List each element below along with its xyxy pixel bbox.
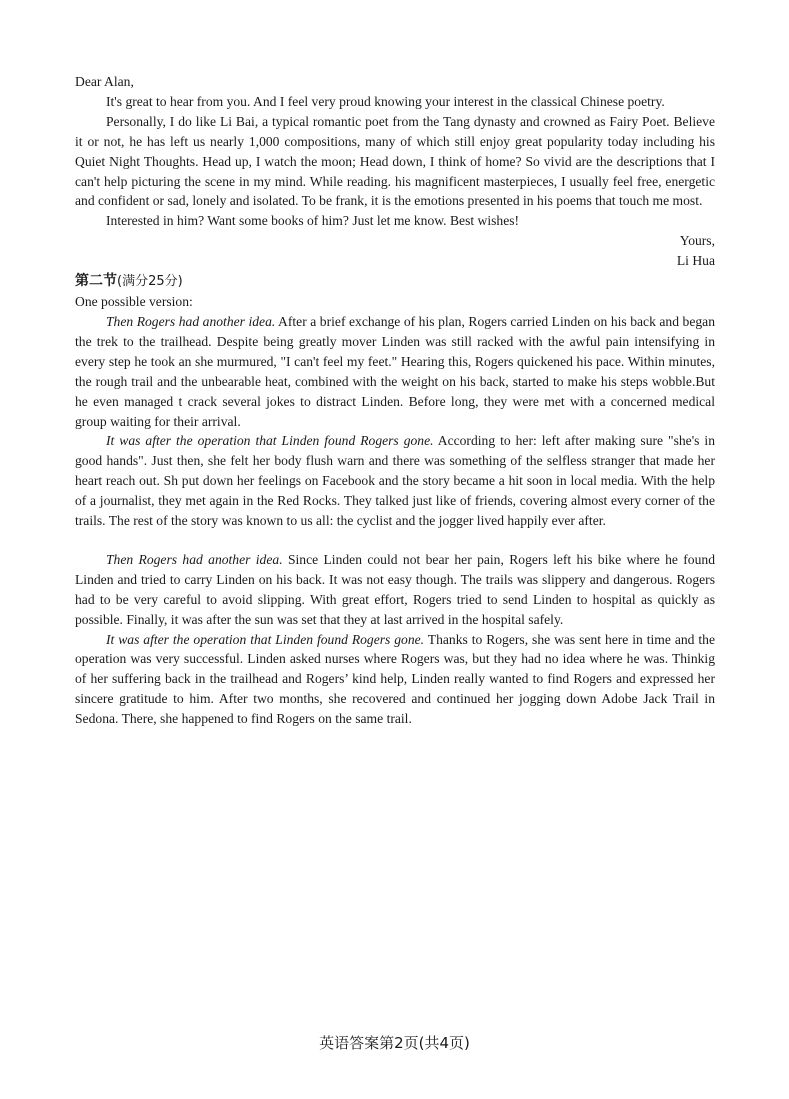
paragraph-gap [75,531,715,550]
section-heading [75,271,715,292]
story-lead-sentence: Then Rogers had another idea. [106,313,276,329]
story-lead-sentence: Then Rogers had another idea. [106,551,283,567]
story-paragraph [75,431,715,531]
letter-signature: Li Hua [676,253,715,269]
letter-greeting: Dear Alan, [75,74,134,89]
letter-paragraph: Interested in him? Want some books of him? Just let me know. Best wishes! [106,213,520,229]
story-body: After a brief exchange of his plan, Rogers carried Linden on his back and began the trek to the trailhead. Despite being greatly mover Linden was still racked with the awful pain intensifying in every step he took an she murmured, "I can't feel my feet." Hearing this, Rogers quickened his pace. Within minutes, the rough trail and the unbearable heat, combined with the weight on his back, started to make his steps wobble.But he even managed t crack several jokes to distract Linden. Before long, they were met with a concerned medical group waiting for their arrival. [75,313,715,429]
story-body: According to her: left after making sure "she's in good hands". Just then, she felt her body flush warn and there was something of the selfless stranger that made her heart reach out. Sh put down her feelings on Facebook and the story became a hit soon in local media. With the help of a journalist, they met again in the Red Rocks. They talked just like of friends, covering almost every corner of the trails. The rest of the story was known to us all: the cyclist and the jogger lived happily ever after. [75,433,715,529]
story-body: Since Linden could not bear her pain, Rogers left his bike where he found Linden and tried to carry Linden on his back. It was not easy though. The trails was slippery and dangerous. Rogers had to be very careful to avoid slipping. With great effort, Rogers tried to send Linden to hospital as quickly as possible. Finally, it was after the sun was set that they at last arrived in the hospital safely. [75,551,715,627]
story-body: Thanks to Rogers, she was sent here in time and the operation was very successful. Linden asked nurses where Rogers was, but they had no idea where he was. Thinkig of her suffering back in the trailhead and Rogers’ kind help, Linden really wanted to find Rogers and expressed her sincere gratitude to him. After two months, she recovered and continued her jogging down Adobe Jack Trail in Sedona. There, she happened to find Rogers on the same trail. [75,631,715,727]
story-lead-sentence: It was after the operation that Linden found Rogers gone. [106,631,425,647]
letter-closing: Yours, [679,233,715,249]
story-paragraph [75,550,715,630]
letter-paragraph: Personally, I do like Li Bai, a typical romantic poet from the Tang dynasty and crowned as Fairy Poet. Believe it or not, he has left us nearly 1,000 compositions, many of which still enjoy great popularity today including his Quiet Night Thoughts. Head up, I watch the moon; Head down, I think of home? So vivid are the descriptions that I can't help picturing the scene in my mind. While reading. his magnificent masterpieces, I usually feel free, energetic and confident or sad, lonely and isolated. To be frank, it is the emotions presented in his poems that touch me most. [75,113,715,209]
page-footer: 英语答案第2页(共4页) [319,1034,470,1052]
story-paragraph [75,630,715,730]
story-paragraph [75,312,715,431]
story-lead-sentence: It was after the operation that Linden found Rogers gone. [106,433,434,449]
section-title: 第二节 [75,273,117,290]
letter-paragraph: It's great to hear from you. And I feel very proud knowing your interest in the classical Chinese poetry. [106,93,665,109]
section-score-note: (满分25分) [117,274,183,290]
answer-page [75,72,715,729]
version-label: One possible version: [75,294,193,310]
